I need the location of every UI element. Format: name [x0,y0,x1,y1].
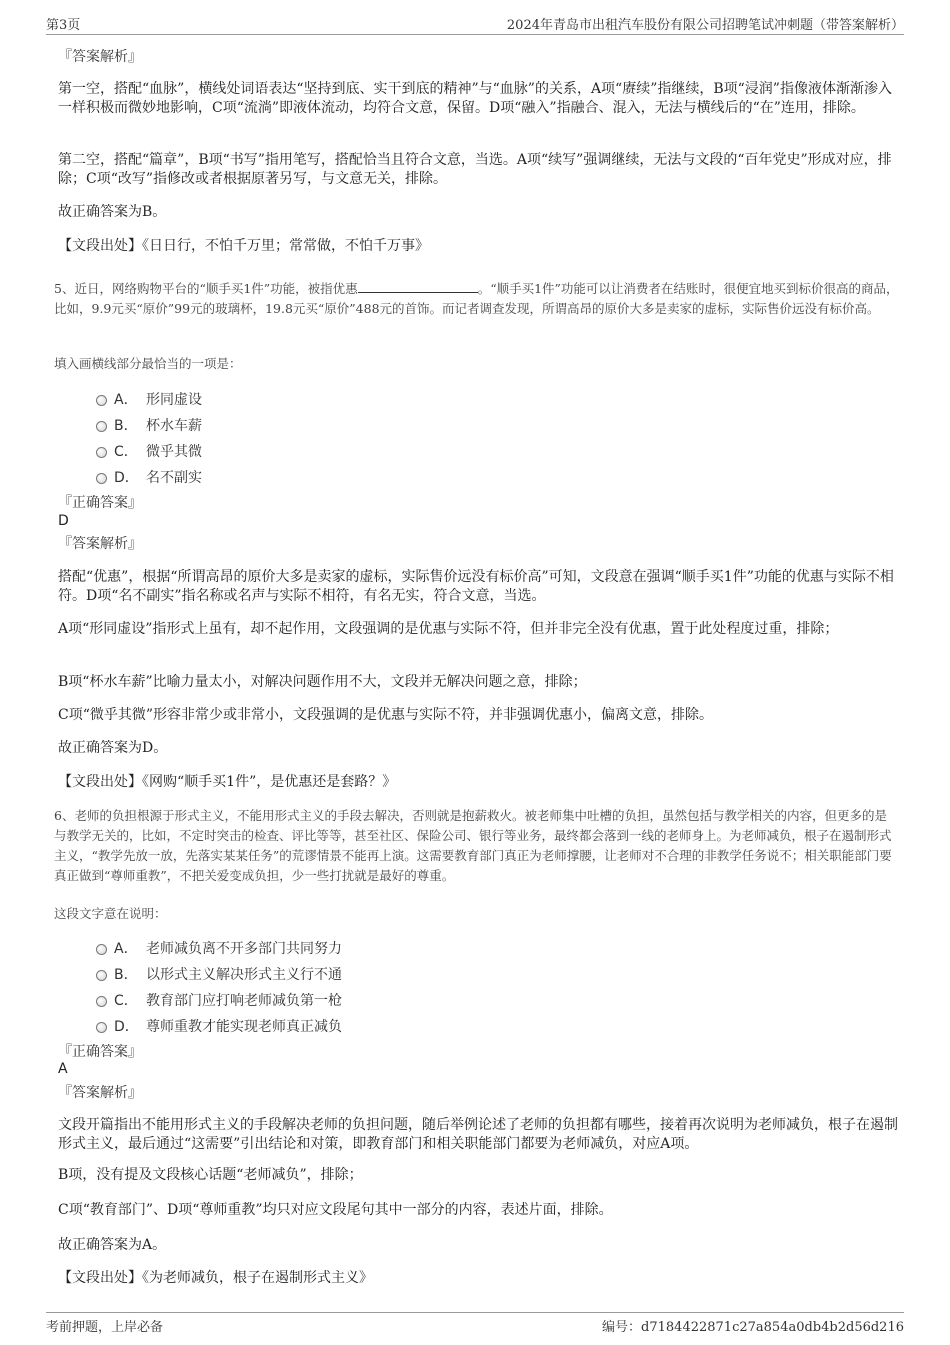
document-id: 编号：d7184422871c27a854a0db4b2d56d216 [602,1320,904,1335]
correct-answer-heading: 『正确答案』 [58,495,142,511]
answer-conclusion: 故正确答案为D。 [58,740,168,756]
correct-answer-value: A [58,1061,68,1077]
correct-answer-heading: 『正确答案』 [58,1044,142,1060]
page-number: 第3页 [46,18,81,33]
footer-slogan: 考前押题，上岸必备 [46,1320,164,1335]
analysis-paragraph: C项“微乎其微”形容非常少或非常小，文段强调的是优惠与实际不符，并非强调优惠小，偏离文意，排除。 [58,707,714,723]
analysis-paragraph: C项“教育部门”、D项“尊师重教”均只对应文段尾句其中一部分的内容，表述片面，排除。 [58,1202,613,1218]
answer-conclusion: 故正确答案为A。 [58,1237,167,1253]
analysis-paragraph: 搭配“优惠”，根据“所谓高昂的原价大多是卖家的虚标，实际售价远没有标价高”可知，文段意在强调“顺手买1件”功能的优惠与实际不相符。D项“名不副实”指名称或名声与实际不相符，有名无实，符合文意，当选。 [58,569,894,604]
question-6-prompt: 这段文字意在说明： [54,906,167,921]
radio-icon[interactable] [96,996,107,1007]
question-5-text: 5、近日，网络购物平台的“顺手买1件”功能，被指优惠 。“顺手买1件”功能可以让消费者在结账时，很便宜地买到标价很高的商品，比如，9.9元买“原价”99元的玻璃杯，19.8元买“原价”488元的首饰。而记者调查发现，所谓高昂的原价大多是卖家的虚标，实际售价远没有标价高。 [54,281,899,316]
radio-icon[interactable] [96,970,107,981]
analysis-heading: 『答案解析』 [58,49,142,65]
radio-icon[interactable] [96,421,107,432]
question-5-prompt: 填入画横线部分最恰当的一项是： [54,356,242,371]
question-6-text: 6、老师的负担根源于形式主义，不能用形式主义的手段去解决，否则就是抱薪救火。被老师集中吐槽的负担，虽然包括与教学相关的内容，但更多的是与教学无关的，比如，不定时突击的检查、评比等等，甚至社区、保险公司、银行等业务，最终都会落到一线的老师身上。为老师减负，根子在遏制形式主义，“教学先放一放，先落实某某任务”的荒谬情景不能再上演。这需要教育部门真正为老师撑腰，让老师对不合理的非教学任务说不；相关职能部门要真正做到“尊师重教”，不把关爱变成负担，少一些打扰就是最好的尊重。 [54,808,892,883]
radio-icon[interactable] [96,944,107,955]
analysis-paragraph: 第二空，搭配“篇章”，B项“书写”指用笔写，搭配恰当且符合文意，当选。A项“续写”强调继续，无法与文段的“百年党史”形成对应，排除；C项“改写”指修改或者根据原著另写，与文意无关，排除。 [58,152,892,187]
radio-icon[interactable] [96,473,107,484]
analysis-heading: 『答案解析』 [58,1085,142,1101]
analysis-paragraph: A项“形同虚设”指形式上虽有，却不起作用，文段强调的是优惠与实际不符，但并非完全没有优惠，置于此处程度过重，排除； [58,621,839,637]
analysis-heading: 『答案解析』 [58,536,142,552]
page-footer [46,1312,904,1335]
analysis-paragraph: 第一空，搭配“血脉”，横线处词语表达“坚持到底、实干到底的精神”与“血脉”的关系，A项“赓续”指继续，B项“浸润”指像液体渐渐渗入一样积极而微妙地影响，C项“流淌”即液体流动，均符合文意，保留。D项“融入”指融合、混入，无法与横线后的“在”连用，排除。 [58,81,892,116]
analysis-paragraph: B项“杯水车薪”比喻力量太小，对解决问题作用不大，文段并无解决问题之意，排除； [58,674,587,690]
source-citation: 【文段出处】《网购“顺手买1件”，是优惠还是套路？》 [58,774,397,790]
correct-answer-value: D [58,513,69,529]
source-citation: 【文段出处】《为老师减负，根子在遏制形式主义》 [58,1270,373,1286]
source-citation: 【文段出处】《日日行，不怕千万里；常常做，不怕千万事》 [58,238,429,254]
fill-blank-line [358,280,478,293]
radio-icon[interactable] [96,395,107,406]
document-title: 2024年青岛市出租汽车股份有限公司招聘笔试冲刺题（带答案解析） [506,18,904,33]
analysis-paragraph: 文段开篇指出不能用形式主义的手段解决老师的负担问题，随后举例论述了老师的负担都有哪些，接着再次说明为老师减负，根子在遏制形式主义，最后通过“这需要”引出结论和对策，即教育部门和相关职能部门都要为老师减负，对应A项。 [58,1117,898,1152]
page-header [46,12,904,35]
answer-conclusion: 故正确答案为B。 [58,204,167,220]
analysis-paragraph: B项，没有提及文段核心话题“老师减负”，排除； [58,1167,363,1183]
radio-icon[interactable] [96,447,107,458]
radio-icon[interactable] [96,1022,107,1033]
